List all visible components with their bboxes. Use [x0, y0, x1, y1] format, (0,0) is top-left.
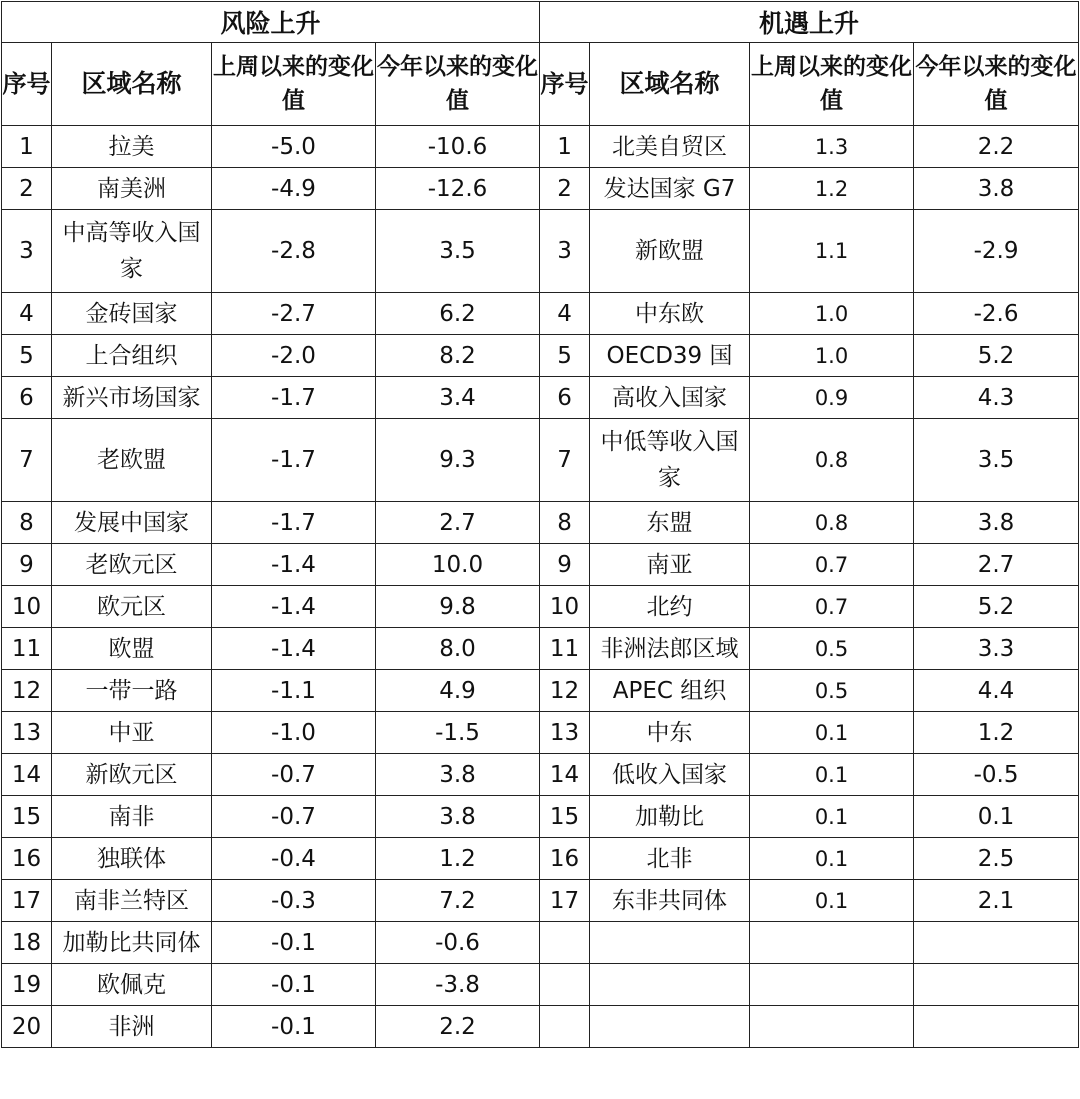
- opportunity-week-change-cell: 1.0: [750, 335, 914, 377]
- risk-week-change-cell: -0.1: [212, 1006, 376, 1048]
- risk-region-cell: 加勒比共同体: [52, 922, 212, 964]
- table-row: [2, 502, 1079, 544]
- risk-week-change-cell: -1.7: [212, 377, 376, 419]
- table-row: [2, 335, 1079, 377]
- risk-seq-cell: 11: [2, 628, 52, 670]
- risk-seq-cell: 1: [2, 126, 52, 168]
- table-row: [2, 922, 1079, 964]
- opportunity-ytd-change-header: 今年以来的变化值: [914, 43, 1079, 126]
- risk-region-cell: 拉美: [52, 126, 212, 168]
- risk-week-change-cell: -0.4: [212, 838, 376, 880]
- risk-ytd-change-cell: 4.9: [376, 670, 540, 712]
- risk-ytd-change-cell: 7.2: [376, 880, 540, 922]
- opportunity-seq-cell: 8: [540, 502, 590, 544]
- opportunity-seq-cell: 17: [540, 880, 590, 922]
- opportunity-ytd-change-cell: 0.1: [914, 796, 1079, 838]
- risk-seq-cell: 15: [2, 796, 52, 838]
- risk-region-cell: 新欧元区: [52, 754, 212, 796]
- table-row: [2, 796, 1079, 838]
- opportunity-region-cell: [590, 922, 750, 964]
- risk-ytd-change-cell: -3.8: [376, 964, 540, 1006]
- risk-week-change-cell: -5.0: [212, 126, 376, 168]
- opportunity-week-change-cell: 1.1: [750, 210, 914, 293]
- opportunity-region-cell: [590, 1006, 750, 1048]
- table-row: [2, 670, 1079, 712]
- risk-region-cell: 上合组织: [52, 335, 212, 377]
- risk-region-cell: 南非兰特区: [52, 880, 212, 922]
- risk-week-change-cell: -2.0: [212, 335, 376, 377]
- opportunity-region-cell: 北约: [590, 586, 750, 628]
- table-row: [2, 712, 1079, 754]
- risk-region-cell: 新兴市场国家: [52, 377, 212, 419]
- risk-ytd-change-cell: 6.2: [376, 293, 540, 335]
- risk-week-change-cell: -1.4: [212, 628, 376, 670]
- risk-week-change-cell: -0.3: [212, 880, 376, 922]
- opportunity-region-cell: 中东欧: [590, 293, 750, 335]
- table-row: [2, 586, 1079, 628]
- risk-region-cell: 非洲: [52, 1006, 212, 1048]
- table-row: [2, 880, 1079, 922]
- risk-seq-cell: 3: [2, 210, 52, 293]
- risk-week-change-cell: -1.4: [212, 544, 376, 586]
- risk-region-cell: 欧元区: [52, 586, 212, 628]
- risk-week-change-cell: -0.1: [212, 964, 376, 1006]
- opportunity-seq-cell: 6: [540, 377, 590, 419]
- opportunity-week-change-cell: 0.9: [750, 377, 914, 419]
- opportunity-seq-cell: 10: [540, 586, 590, 628]
- risk-region-cell: 老欧元区: [52, 544, 212, 586]
- risk-ytd-change-cell: 9.8: [376, 586, 540, 628]
- risk-region-cell: 老欧盟: [52, 419, 212, 502]
- risk-ytd-change-cell: 8.2: [376, 335, 540, 377]
- opportunity-week-change-cell: 0.1: [750, 838, 914, 880]
- table-row: [2, 544, 1079, 586]
- risk-week-change-header: 上周以来的变化值: [212, 43, 376, 126]
- table-row: [2, 964, 1079, 1006]
- opportunity-week-change-cell: [750, 1006, 914, 1048]
- opportunity-region-cell: 加勒比: [590, 796, 750, 838]
- opportunity-seq-header: 序号: [540, 43, 590, 126]
- opportunity-region-cell: 非洲法郎区域: [590, 628, 750, 670]
- risk-week-change-cell: -2.8: [212, 210, 376, 293]
- table-row: [2, 293, 1079, 335]
- risk-region-cell: 一带一路: [52, 670, 212, 712]
- opportunity-seq-cell: 4: [540, 293, 590, 335]
- risk-week-change-cell: -1.4: [212, 586, 376, 628]
- risk-ytd-change-cell: 3.8: [376, 754, 540, 796]
- risk-week-change-cell: -1.1: [212, 670, 376, 712]
- opportunity-region-cell: 中东: [590, 712, 750, 754]
- risk-seq-cell: 19: [2, 964, 52, 1006]
- opportunity-seq-cell: 15: [540, 796, 590, 838]
- opportunity-ytd-change-cell: 3.5: [914, 419, 1079, 502]
- opportunity-ytd-change-cell: 3.3: [914, 628, 1079, 670]
- risk-seq-cell: 8: [2, 502, 52, 544]
- opportunity-week-change-cell: 0.5: [750, 670, 914, 712]
- risk-seq-cell: 14: [2, 754, 52, 796]
- opportunity-seq-cell: 9: [540, 544, 590, 586]
- opportunity-ytd-change-cell: 2.1: [914, 880, 1079, 922]
- opportunity-ytd-change-cell: 4.3: [914, 377, 1079, 419]
- risk-ytd-change-cell: -0.6: [376, 922, 540, 964]
- risk-week-change-cell: -4.9: [212, 168, 376, 210]
- opportunity-ytd-change-cell: 2.5: [914, 838, 1079, 880]
- risk-region-cell: 南非: [52, 796, 212, 838]
- opportunity-seq-cell: [540, 964, 590, 1006]
- opportunity-ytd-change-cell: 1.2: [914, 712, 1079, 754]
- opportunity-seq-cell: 2: [540, 168, 590, 210]
- opportunity-week-change-cell: 0.1: [750, 754, 914, 796]
- table-row: [2, 377, 1079, 419]
- opportunity-region-cell: [590, 964, 750, 1006]
- risk-region-cell: 中亚: [52, 712, 212, 754]
- risk-ytd-change-cell: 10.0: [376, 544, 540, 586]
- opportunity-week-change-cell: 0.8: [750, 419, 914, 502]
- opportunity-region-cell: 高收入国家: [590, 377, 750, 419]
- risk-ytd-change-cell: 8.0: [376, 628, 540, 670]
- opportunity-ytd-change-cell: 3.8: [914, 502, 1079, 544]
- opportunity-seq-cell: 3: [540, 210, 590, 293]
- opportunity-ytd-change-cell: 2.2: [914, 126, 1079, 168]
- opportunity-ytd-change-cell: 5.2: [914, 586, 1079, 628]
- risk-ytd-change-cell: 3.5: [376, 210, 540, 293]
- risk-seq-cell: 6: [2, 377, 52, 419]
- risk-ytd-change-cell: 3.8: [376, 796, 540, 838]
- risk-seq-cell: 18: [2, 922, 52, 964]
- risk-week-change-cell: -0.7: [212, 796, 376, 838]
- opportunity-seq-cell: 12: [540, 670, 590, 712]
- risk-ytd-change-cell: -1.5: [376, 712, 540, 754]
- risk-week-change-cell: -2.7: [212, 293, 376, 335]
- opportunity-seq-cell: 1: [540, 126, 590, 168]
- risk-seq-header: 序号: [2, 43, 52, 126]
- risk-ytd-change-cell: 2.7: [376, 502, 540, 544]
- risk-opportunity-table: [1, 1, 1079, 1048]
- opportunity-seq-cell: [540, 1006, 590, 1048]
- opportunity-week-change-cell: 0.7: [750, 586, 914, 628]
- risk-seq-cell: 7: [2, 419, 52, 502]
- risk-region-cell: 金砖国家: [52, 293, 212, 335]
- opportunity-seq-cell: 16: [540, 838, 590, 880]
- opportunity-ytd-change-cell: -2.9: [914, 210, 1079, 293]
- opportunity-region-cell: 北非: [590, 838, 750, 880]
- opportunity-week-change-cell: [750, 922, 914, 964]
- group-header-row: [2, 2, 1079, 43]
- risk-seq-cell: 13: [2, 712, 52, 754]
- opportunity-seq-cell: 13: [540, 712, 590, 754]
- opportunity-ytd-change-cell: 2.7: [914, 544, 1079, 586]
- opportunity-seq-cell: 5: [540, 335, 590, 377]
- table-row: [2, 838, 1079, 880]
- table-row: [2, 1006, 1079, 1048]
- opportunity-ytd-change-cell: 4.4: [914, 670, 1079, 712]
- opportunity-seq-cell: [540, 922, 590, 964]
- risk-seq-cell: 10: [2, 586, 52, 628]
- risk-ytd-change-cell: 1.2: [376, 838, 540, 880]
- risk-region-cell: 发展中国家: [52, 502, 212, 544]
- risk-seq-cell: 4: [2, 293, 52, 335]
- opportunity-ytd-change-cell: [914, 1006, 1079, 1048]
- risk-ytd-change-cell: 9.3: [376, 419, 540, 502]
- opportunity-region-header: 区域名称: [590, 43, 750, 126]
- opportunity-region-cell: OECD39 国: [590, 335, 750, 377]
- opportunity-region-cell: 发达国家 G7: [590, 168, 750, 210]
- opportunity-seq-cell: 7: [540, 419, 590, 502]
- table-row: [2, 419, 1079, 502]
- risk-seq-cell: 5: [2, 335, 52, 377]
- risk-ytd-change-header: 今年以来的变化值: [376, 43, 540, 126]
- table-row: [2, 754, 1079, 796]
- risk-ytd-change-cell: 3.4: [376, 377, 540, 419]
- risk-group-header: 风险上升: [2, 2, 540, 43]
- risk-week-change-cell: -0.1: [212, 922, 376, 964]
- opportunity-week-change-cell: 0.8: [750, 502, 914, 544]
- risk-week-change-cell: -1.0: [212, 712, 376, 754]
- opportunity-region-cell: 南亚: [590, 544, 750, 586]
- risk-week-change-cell: -1.7: [212, 502, 376, 544]
- risk-ytd-change-cell: -10.6: [376, 126, 540, 168]
- risk-seq-cell: 9: [2, 544, 52, 586]
- risk-region-cell: 独联体: [52, 838, 212, 880]
- risk-region-cell: 欧盟: [52, 628, 212, 670]
- opportunity-region-cell: 中低等收入国家: [590, 419, 750, 502]
- opportunity-ytd-change-cell: -2.6: [914, 293, 1079, 335]
- risk-region-cell: 南美洲: [52, 168, 212, 210]
- opportunity-week-change-cell: 0.1: [750, 796, 914, 838]
- opportunity-ytd-change-cell: 5.2: [914, 335, 1079, 377]
- opportunity-region-cell: 新欧盟: [590, 210, 750, 293]
- risk-region-header: 区域名称: [52, 43, 212, 126]
- risk-seq-cell: 20: [2, 1006, 52, 1048]
- table-row: [2, 210, 1079, 293]
- opportunity-region-cell: 东盟: [590, 502, 750, 544]
- opportunity-ytd-change-cell: [914, 922, 1079, 964]
- opportunity-week-change-cell: 0.1: [750, 712, 914, 754]
- opportunity-week-change-header: 上周以来的变化值: [750, 43, 914, 126]
- column-header-row: [2, 43, 1079, 126]
- opportunity-region-cell: 东非共同体: [590, 880, 750, 922]
- risk-region-cell: 中高等收入国家: [52, 210, 212, 293]
- opportunity-region-cell: 北美自贸区: [590, 126, 750, 168]
- risk-seq-cell: 16: [2, 838, 52, 880]
- opportunity-week-change-cell: 1.3: [750, 126, 914, 168]
- opportunity-week-change-cell: 0.7: [750, 544, 914, 586]
- opportunity-ytd-change-cell: -0.5: [914, 754, 1079, 796]
- risk-week-change-cell: -1.7: [212, 419, 376, 502]
- risk-ytd-change-cell: -12.6: [376, 168, 540, 210]
- table-row: [2, 168, 1079, 210]
- opportunity-region-cell: APEC 组织: [590, 670, 750, 712]
- opportunity-seq-cell: 14: [540, 754, 590, 796]
- table-row: [2, 126, 1079, 168]
- risk-week-change-cell: -0.7: [212, 754, 376, 796]
- opportunity-region-cell: 低收入国家: [590, 754, 750, 796]
- risk-seq-cell: 12: [2, 670, 52, 712]
- table-row: [2, 628, 1079, 670]
- opportunity-seq-cell: 11: [540, 628, 590, 670]
- opportunity-ytd-change-cell: [914, 964, 1079, 1006]
- opportunity-week-change-cell: 0.5: [750, 628, 914, 670]
- opportunity-week-change-cell: [750, 964, 914, 1006]
- opportunity-week-change-cell: 0.1: [750, 880, 914, 922]
- opportunity-group-header: 机遇上升: [540, 2, 1079, 43]
- opportunity-week-change-cell: 1.0: [750, 293, 914, 335]
- opportunity-week-change-cell: 1.2: [750, 168, 914, 210]
- risk-seq-cell: 2: [2, 168, 52, 210]
- risk-seq-cell: 17: [2, 880, 52, 922]
- opportunity-ytd-change-cell: 3.8: [914, 168, 1079, 210]
- risk-region-cell: 欧佩克: [52, 964, 212, 1006]
- risk-ytd-change-cell: 2.2: [376, 1006, 540, 1048]
